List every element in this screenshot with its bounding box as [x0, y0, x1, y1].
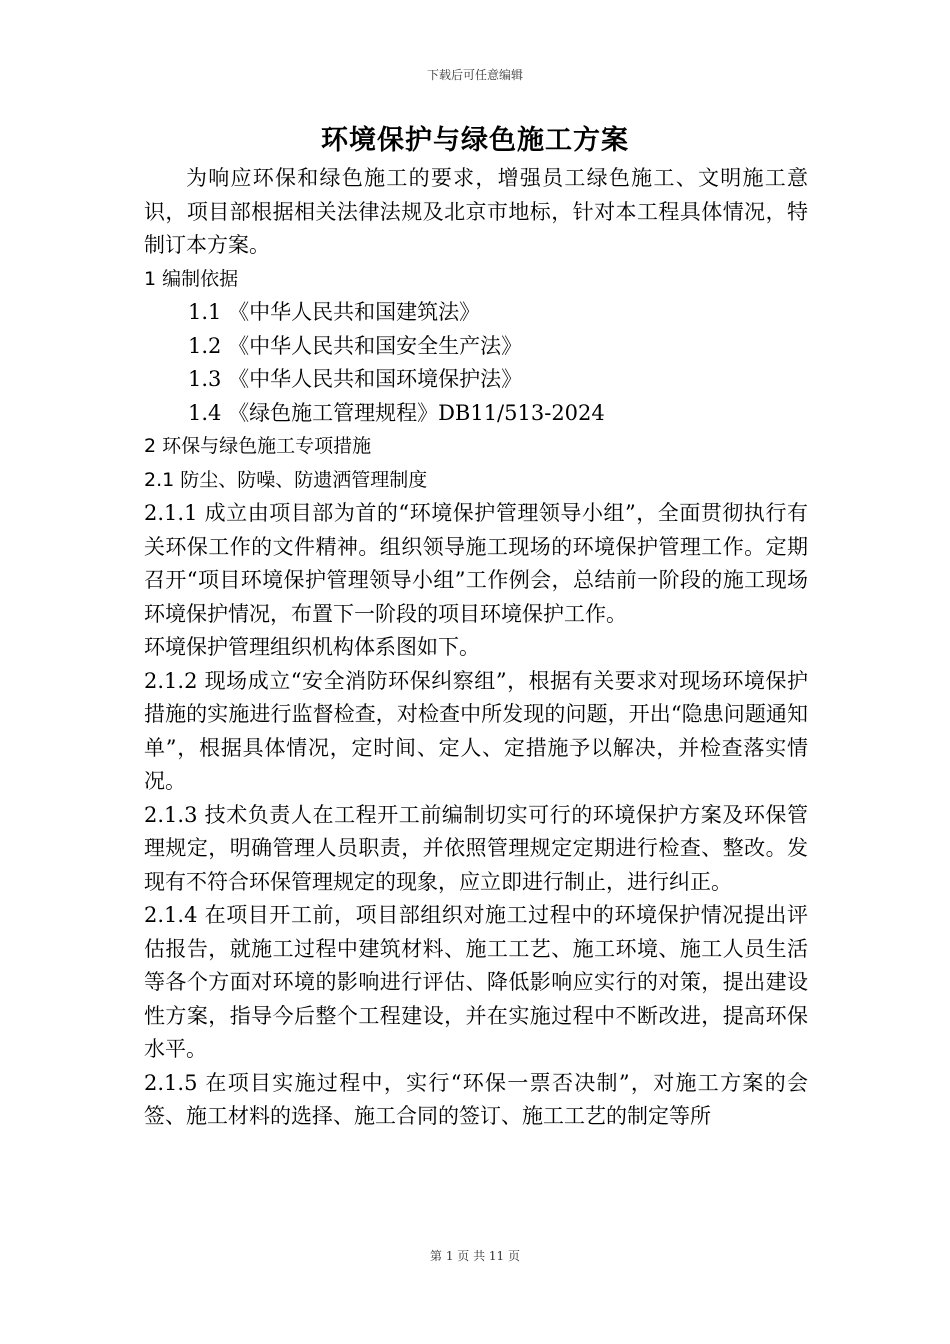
intro-paragraph: 为响应环保和绿色施工的要求，增强员工绿色施工、文明施工意识，项目部根据相关法律法规及北京市地标，针对本工程具体情况，特制订本方案。 — [144, 166, 808, 257]
paragraph-2-1-1: 2.1.1 成立由项目部为首的“环境保护管理领导小组”，全面贯彻执行有关环保工作的文件精神。组织领导施工现场的环境保护管理工作。定期召开“项目环境保护管理领导小组”工作例会，总结前一阶段的施工现场环境保护情况，布置下一阶段的项目环境保护工作。 — [144, 501, 808, 626]
document-title: 环境保护与绿色施工方案 — [321, 125, 629, 156]
page-footer: 第 1 页 共 11 页 — [430, 1249, 520, 1263]
paragraph-2-1-2: 2.1.2 现场成立“安全消防环保纠察组”，根据有关要求对现场环境保护措施的实施进行监督检查，对检查中所发现的问题，开出“隐患问题通知单”，根据具体情况，定时间、定人、定措施予以解决，并检查落实情况。 — [144, 668, 808, 793]
page-header: 下载后可任意编辑 — [426, 68, 523, 82]
reference-item: 1.1 《中华人民共和国建筑法》 — [188, 300, 481, 324]
org-chart-note: 环境保护管理组织机构体系图如下。 — [144, 635, 480, 659]
reference-item: 1.2 《中华人民共和国安全生产法》 — [188, 333, 523, 358]
section-1-heading: 1 编制依据 — [144, 267, 239, 290]
section-2-heading: 2 环保与绿色施工专项措施 — [144, 435, 372, 457]
section-2-1-heading: 2.1 防尘、防噪、防遗洒管理制度 — [144, 468, 428, 491]
paragraph-2-1-3: 2.1.3 技术负责人在工程开工前编制切实可行的环境保护方案及环保管理规定，明确管理人员职责，并依照管理规定定期进行检查、整改。发现有不符合环保管理规定的现象，应立即进行制止，进行纠正。 — [144, 802, 808, 894]
paragraph-2-1-5: 2.1.5 在项目实施过程中，实行“环保一票否决制”，对施工方案的会签、施工材料的选择、施工合同的签订、施工工艺的制定等所 — [144, 1070, 808, 1128]
paragraph-2-1-4: 2.1.4 在项目开工前，项目部组织对施工过程中的环境保护情况提出评估报告，就施工过程中建筑材料、施工工艺、施工环境、施工人员生活等各个方面对环境的影响进行评估、降低影响应实行的对策，提出建设性方案，指导今后整个工程建设，并在实施过程中不断改进，提高环保水平。 — [144, 903, 808, 1061]
document-body — [144, 162, 808, 1134]
reference-item: 1.3 《中华人民共和国环境保护法》 — [188, 367, 523, 391]
reference-item: 1.4 《绿色施工管理规程》DB11/513-2024 — [188, 400, 605, 425]
